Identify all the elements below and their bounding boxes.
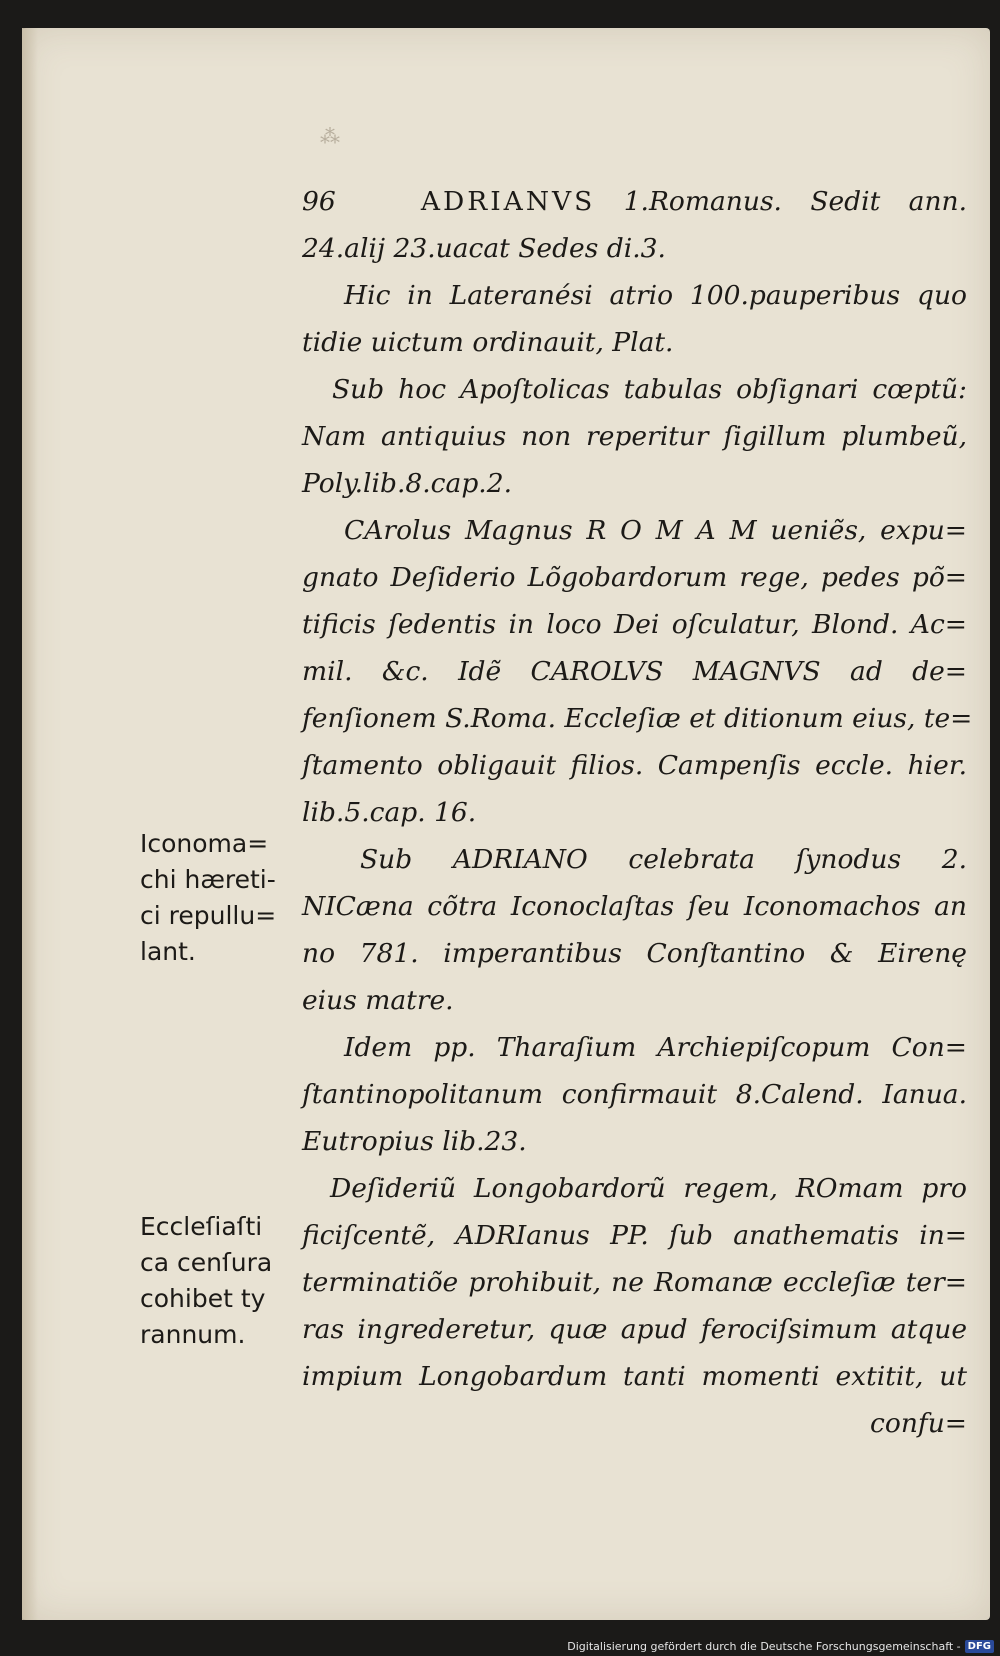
- text-line: Hic in Lateranési atrio 100.pauperibus quo: [344, 280, 967, 311]
- text-line: impium Longobardum tanti momenti extitit, ut: [302, 1361, 967, 1392]
- page-number: 96: [302, 186, 336, 217]
- margin-note-censura: Eccleſiaſti ca cenſura cohibet ty rannum.: [140, 1212, 273, 1349]
- running-header: [302, 178, 967, 225]
- text-line: ſtantinopolitanum confirmauit 8.Calend. Ianua.: [302, 1079, 967, 1110]
- main-text-block: [302, 178, 973, 1447]
- running-title: ADRIANVS: [420, 186, 596, 217]
- text-line: ras ingrederetur, quæ apud ferociſsimum atque: [302, 1314, 967, 1345]
- text-line: tidie uictum ordinauit, Plat.: [302, 327, 674, 358]
- faint-bleed-through: ⁂: [320, 124, 342, 148]
- text-line: Deſideriũ Longobardorũ regem, ROmam pro: [330, 1173, 967, 1204]
- footer-text: Digitalisierung gefördert durch die Deutsche Forschungsgemeinschaft -: [567, 1639, 961, 1653]
- text-line: gnato Deſiderio Lõgobardorum rege, pedes põ=: [302, 562, 967, 593]
- text-line: no 781. imperantibus Conſtantino & Eirenę: [302, 938, 967, 969]
- text-line: lib.5.cap. 16.: [302, 797, 477, 828]
- text-line: terminatiõe prohibuit, ne Romanæ eccleſiæ ter=: [302, 1267, 967, 1298]
- text-line: Nam antiquius non reperitur ſigillum plumbeũ,: [302, 421, 967, 452]
- text-line: 24.alij 23.uacat Sedes di.3.: [302, 233, 666, 264]
- catchword: confu=: [870, 1408, 967, 1439]
- digitization-footer: [567, 1636, 994, 1656]
- text-line: fenſionem S.Roma. Eccleſiæ et ditionum eius, te=: [302, 703, 973, 734]
- page-gutter-shadow: [22, 28, 38, 1620]
- text-line: mil. &c. Idẽ CAROLVS MAGNVS ad de=: [302, 656, 967, 687]
- text-line: eius matre.: [302, 985, 454, 1016]
- text-line: Sub ADRIANO celebrata ſynodus 2.: [360, 844, 967, 875]
- text-line: Sub hoc Apoſtolicas tabulas obſignari cœptũ:: [332, 374, 967, 405]
- running-title-rest: 1.Romanus. Sedit ann.: [623, 186, 967, 217]
- text-line: ſtamento obligauit filios. Campenſis eccle. hier.: [302, 750, 967, 781]
- dfg-logo-icon: DFG: [965, 1640, 994, 1653]
- text-line: Idem pp. Tharaſium Archiepiſcopum Con=: [344, 1032, 967, 1063]
- text-line: Eutropius lib.23.: [302, 1126, 527, 1157]
- text-line: Poly.lib.8.cap.2.: [302, 468, 512, 499]
- margin-note-iconomachi: Iconoma= chi hæreti- ci repullu= lant.: [140, 829, 277, 966]
- text-line: tificis ſedentis in loco Dei oſculatur, Blond. Ac=: [302, 609, 967, 640]
- text-line: NICæna cõtra Iconoclaſtas ſeu Iconomachos an: [302, 891, 967, 922]
- text-line: CArolus Magnus R O M A M ueniẽs, expu=: [344, 515, 967, 546]
- text-line: ficiſcentẽ, ADRIanus PP. ſub anathematis in=: [302, 1220, 967, 1251]
